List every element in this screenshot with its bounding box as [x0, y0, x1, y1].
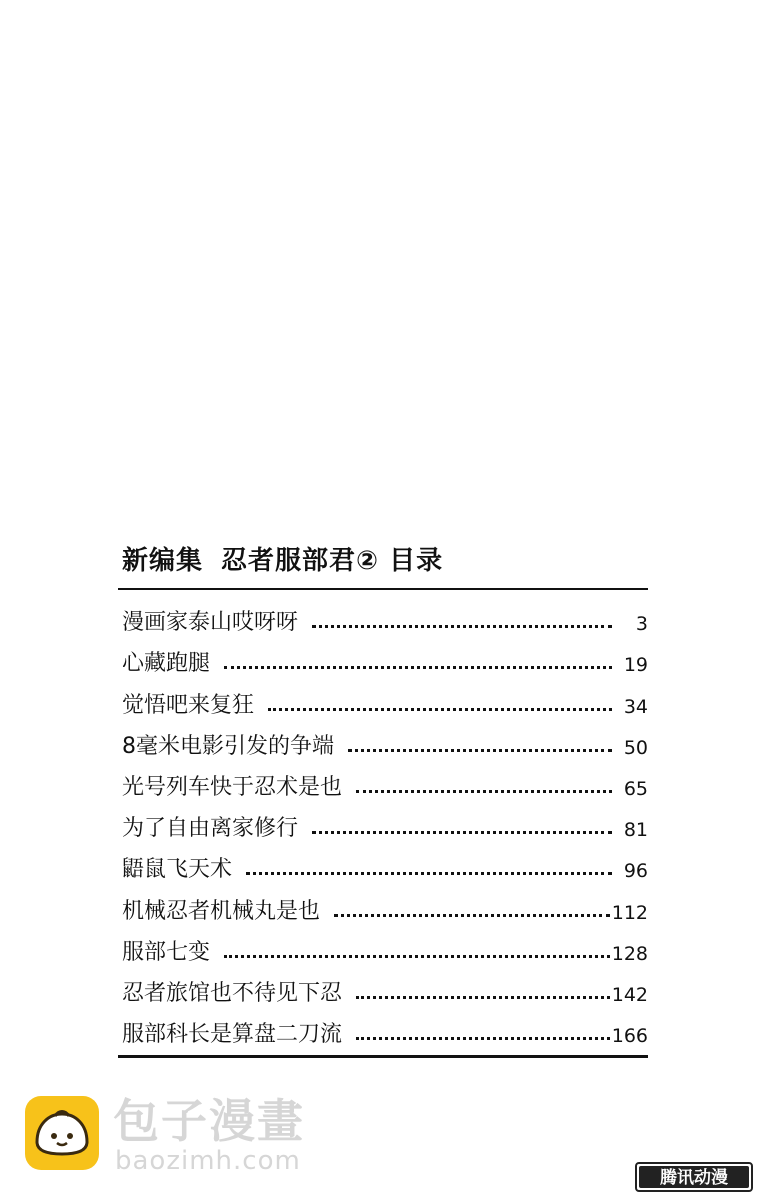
publisher-logo [634, 1160, 754, 1194]
toc-entry[interactable] [118, 637, 648, 678]
toc-entry[interactable] [118, 802, 648, 843]
dot-leader [356, 996, 610, 999]
dot-leader [268, 708, 612, 711]
toc-heading [118, 536, 648, 586]
toc-entry-title: 鼯鼠飞天术 [122, 857, 233, 883]
toc-heading-series: 新编集 [122, 546, 204, 576]
toc-entry[interactable] [118, 720, 648, 761]
toc-entry-title: 漫画家泰山哎呀呀 [122, 610, 299, 636]
toc-entry-title: 心藏跑腿 [122, 651, 211, 677]
toc-entry[interactable] [118, 884, 648, 925]
toc-entry-page: 96 [623, 860, 648, 883]
toc-entry[interactable] [118, 1008, 648, 1049]
toc-entry-title: 忍者旅馆也不待见下忍 [122, 980, 343, 1006]
toc-entry-page: 34 [623, 695, 648, 718]
toc-entry-title: 觉悟吧来复狂 [122, 692, 255, 718]
toc-entry-title: 光号列车快于忍术是也 [122, 774, 343, 800]
dot-leader [356, 1037, 610, 1040]
baozimh-watermark [25, 1094, 325, 1178]
toc-entry-page: 166 [611, 1025, 648, 1048]
publisher-logo-text: 腾讯动漫 [660, 1168, 728, 1188]
toc-entry[interactable] [118, 967, 648, 1008]
toc-entry-title: 8毫米电影引发的争端 [122, 733, 334, 759]
dot-leader [312, 625, 612, 628]
toc-entry-title: 机械忍者机械丸是也 [122, 898, 321, 924]
toc-heading-volume: 忍者服部君② 目录 [221, 546, 444, 576]
publisher-logo-icon [634, 1160, 754, 1194]
toc-entry-page: 112 [611, 901, 648, 924]
watermark-name: 包子漫畫 [113, 1094, 305, 1148]
toc-entry[interactable] [118, 926, 648, 967]
toc-entry-page: 142 [611, 983, 648, 1006]
toc-entry-page: 50 [623, 736, 648, 759]
toc-entry-page: 128 [611, 942, 648, 965]
toc-entry[interactable] [118, 761, 648, 802]
table-of-contents [118, 536, 648, 1058]
toc-entry[interactable] [118, 678, 648, 719]
toc-entry-page: 81 [623, 819, 648, 842]
bun-mascot-icon [25, 1096, 99, 1170]
toc-entry[interactable] [118, 843, 648, 884]
toc-entry-list [118, 590, 648, 1049]
toc-entry-page: 65 [623, 777, 648, 800]
dot-leader [224, 955, 610, 958]
dot-leader [334, 914, 610, 917]
dot-leader [348, 749, 612, 752]
toc-entry-page: 3 [635, 613, 648, 636]
dot-leader [224, 666, 612, 669]
dot-leader [312, 831, 612, 834]
toc-entry-title: 服部科长是算盘二刀流 [122, 1022, 343, 1048]
watermark-domain: baozimh.com [115, 1146, 301, 1176]
toc-bottom-divider [118, 1055, 648, 1058]
dot-leader [246, 872, 612, 875]
toc-entry-title: 服部七变 [122, 939, 211, 965]
dot-leader [356, 790, 612, 793]
toc-entry-page: 19 [623, 654, 648, 677]
toc-entry[interactable] [118, 596, 648, 637]
toc-entry-title: 为了自由离家修行 [122, 816, 299, 842]
